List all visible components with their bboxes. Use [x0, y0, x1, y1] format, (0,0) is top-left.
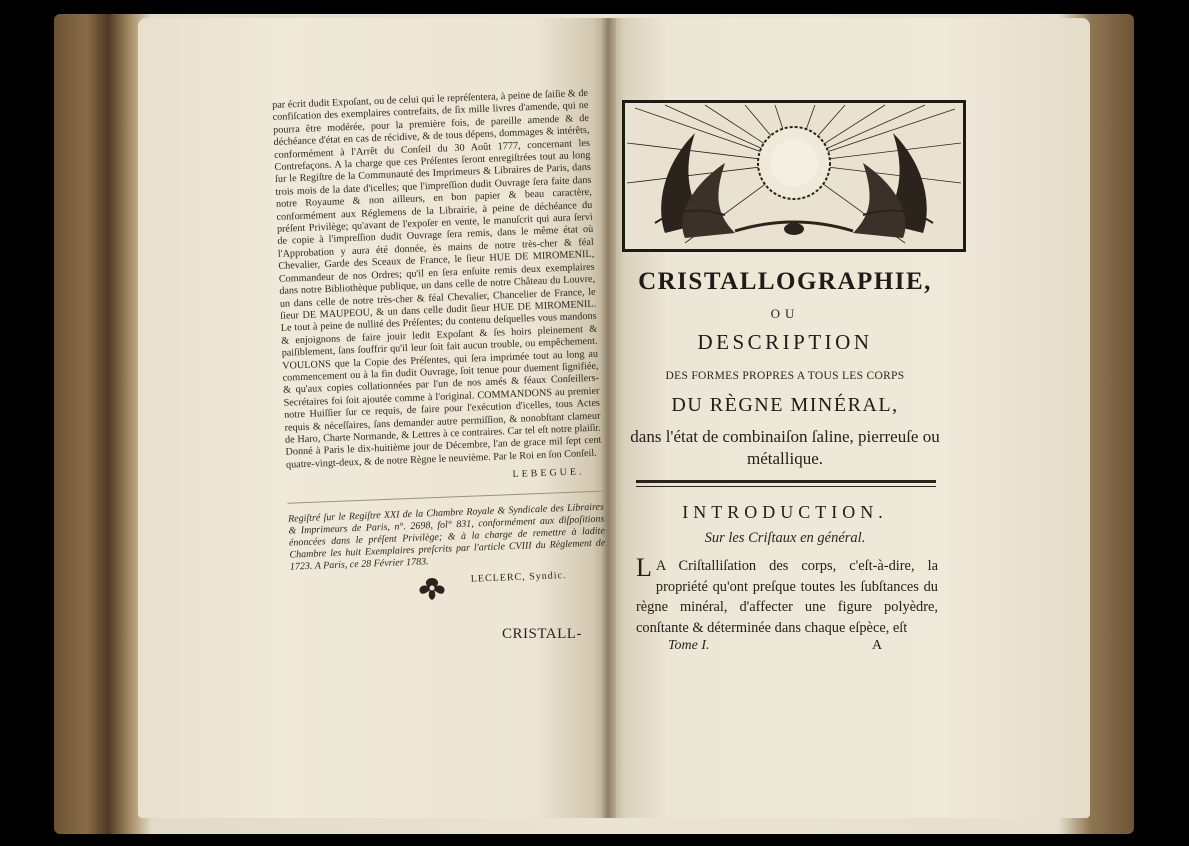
signature-mark: A: [872, 638, 883, 653]
double-rule-divider: [636, 480, 936, 487]
registry-note: Regiſtré ſur le Regiſtre XXI de la Chambre Royale & Syndicale des Libraires & Imprimeurs de Paris, n°. 2698, fol° 831, conformément aux diſpoſitions énoncées dans le préſent Privilège; & à la charge de remettre à ladite Chambre les huit Exemplaires preſcrits par l'article CVIII du Règlement de 1723. A Paris, ce 28 Février 1783.: [287, 490, 606, 574]
signer-name: LEBEGUE.: [512, 466, 585, 481]
title-description: DESCRIPTION: [697, 330, 873, 354]
section-heading: INTRODUCTION.: [682, 502, 888, 522]
privilege-text-block: [272, 88, 607, 593]
book-title: CRISTALLOGRAPHIE,: [638, 268, 932, 295]
section-subtitle: Sur les Criſtaux en général.: [704, 530, 866, 546]
syndic-signature: LECLERC, Syndic.: [470, 569, 567, 585]
drop-cap: L: [636, 553, 652, 582]
intro-paragraph: [636, 553, 938, 638]
title-formes-line: DES FORMES PROPRES A TOUS LES CORPS: [665, 370, 905, 382]
title-dans-line: dans l'état de combinaiſon ſaline, pierreuſe ou métallique.: [630, 427, 940, 468]
title-conjunction: OU: [770, 306, 800, 321]
book-gutter: [600, 18, 616, 818]
title-regne-line: DU RÈGNE MINÉRAL,: [671, 394, 899, 416]
volume-label: Tome I.: [668, 638, 710, 653]
privilege-body: par écrit dudit Expoſant, ou de celui qui le repréſentera, à peine de ſaiſie & de confiſcation des exemplaires contrefaits, de ſix mille livres d'amende, qui ne pourra être modérée, pour la première fois, de pareille amende & de déchéance d'état en cas de récidive, & de tous dépens, dommages & intérêts, conformément à l'Arrêt du Conſeil du 30 Août 1777, concernant les Contrefaçons. A la charge que ces Préſentes ſeront enregiſtrées tout au long ſur le Regiſtre de la Communauté des Imprimeurs & Libraires de Paris, dans trois mois de la date d'icelles; que l'impreſſion dudit Ouvrage ſera faite dans notre Royaume & non ailleurs, en bon papier & beau caractère, conformément aux Réglemens de la Librairie, à peine de déchéance du préſent Privilège; qu'avant de l'expoſer en vente, le manuſcrit qui aura ſervi de copie à l'impreſſion dudit Ouvrage ſera remis, dans le même état où l'Approbation y aura été donnée, ès mains de notre très-cher & féal Chevalier, Garde des Sceaux de France, le ſieur HUE DE MIROMENIL, Commandeur de nos Ordres; qu'il en ſera enſuite remis deux exemplaires dans notre Bibliothèque publique, un dans celle de notre Château du Louvre, un dans celle de notre très-cher & féal Chevalier, Chancelier de France, le ſieur DE MAUPEOU, & un dans celle dudit ſieur HUE DE MIROMENIL. Le tout à peine de nullité des Préſentes; du contenu deſquelles vous mandons & enjoignons de faire jouir ledit Expoſant & ſes hoirs pleinement & paiſiblement, ſans ſouffrir qu'il leur ſoit fait aucun trouble, ou empêchement. VOULONS que la Copie des Préſentes, qui ſera imprimée tout au long au commencement ou à la fin dudit Ouvrage, ſoit tenue pour duement ſignifiée, & qu'aux copies collationnées par l'un de nos amés & féaux Conſeillers-Secrétaires foi ſoit ajoutée comme à l'original. COMMANDONS au premier notre Huiſſier ſur ce requis, de faire pour l'exécution d'icelles, tous Actes requis & néceſſaires, ſans demander autre permiſſion, & nonobſtant clameur de Haro, Charte Normande, & Lettres à ce contraires. Car tel eſt notre plaiſir. Donné à Paris le dix-huitième jour de Décembre, l'an de grace mil ſept cent quatre-vingt-deux, & de notre Règne le neuvième. Par le Roi en ſon Conſeil.: [272, 87, 602, 471]
intro-paragraph-text: A Criſtalliſation des corps, c'eſt-à-dire, la propriété qu'ont preſque toutes les ſubſtances du règne minéral, d'affecter une figure polyèdre, conſtante & déterminée dans chaque eſpèce, eſt: [636, 558, 938, 636]
catchword: CRISTALL-: [502, 626, 582, 642]
fleuron-ornament-icon: [412, 574, 452, 604]
sunburst-wreath-icon: [625, 103, 963, 249]
engraved-vignette: [622, 100, 966, 252]
